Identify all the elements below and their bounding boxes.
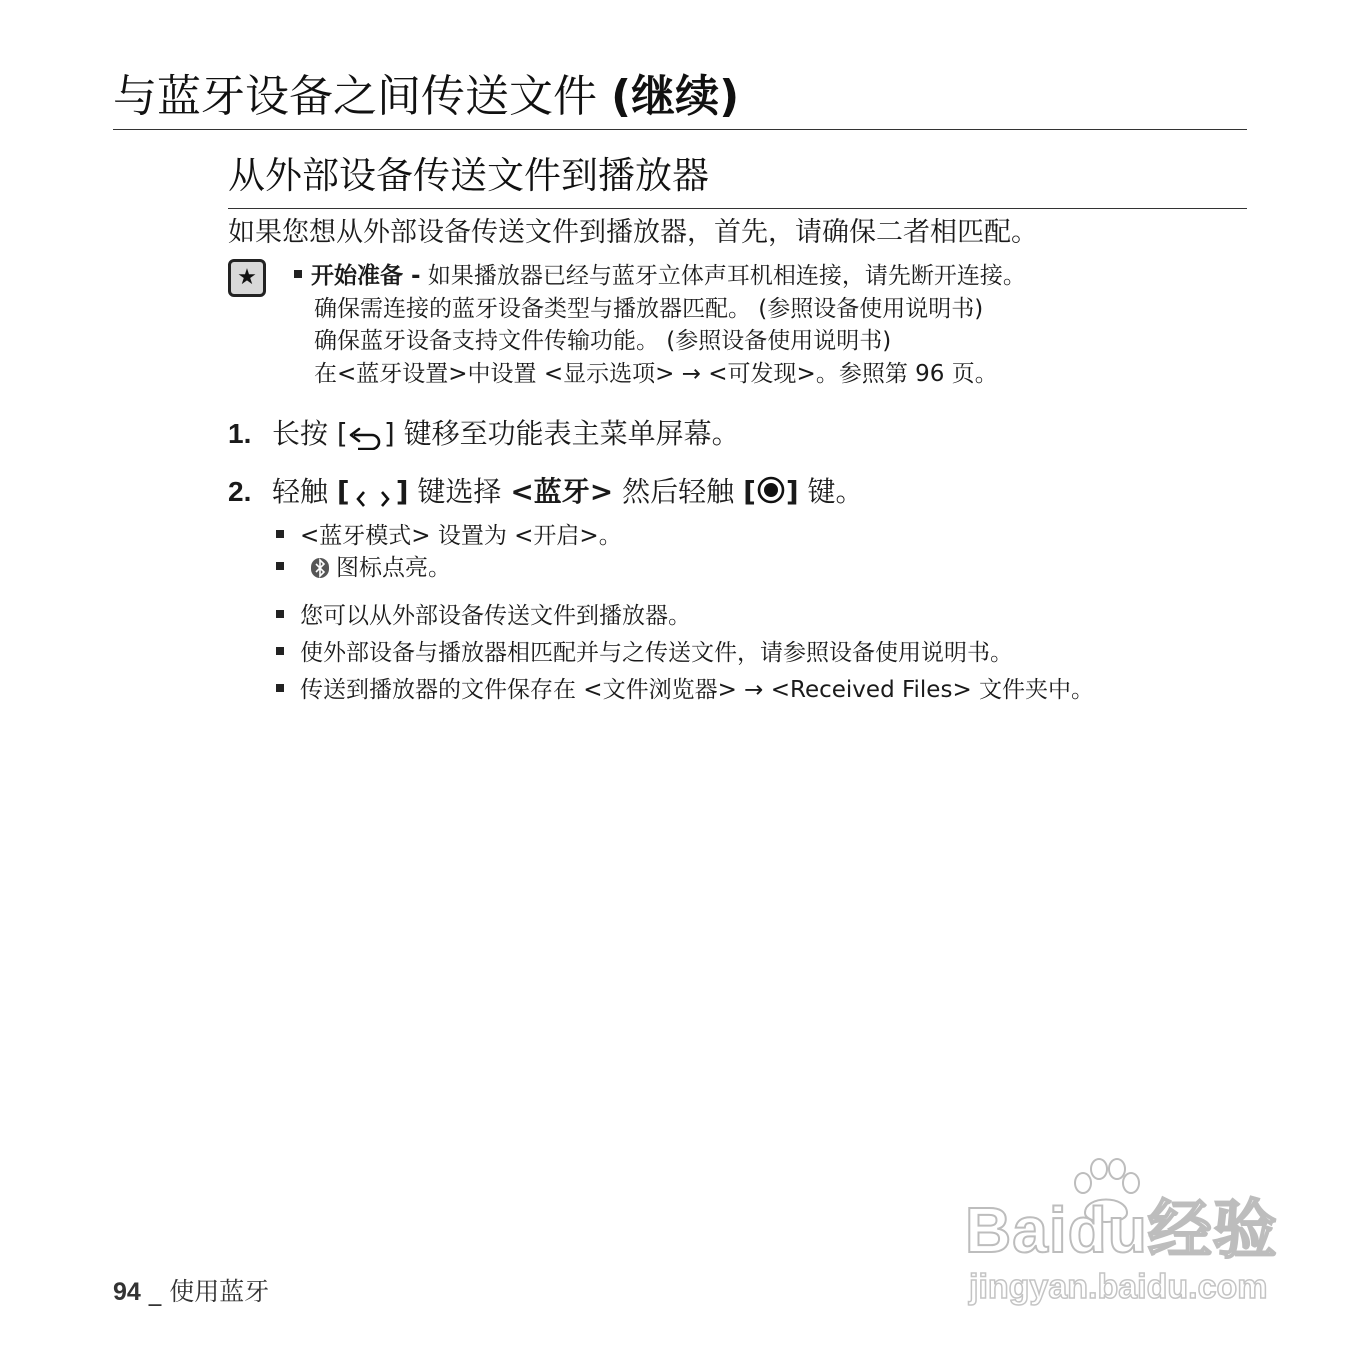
page-title <box>113 70 739 124</box>
note-line-3: 确保蓝牙设备支持文件传输功能。 (参照设备使用说明书) <box>314 328 892 354</box>
watermark-brand-du: du <box>1067 1194 1148 1266</box>
watermark-product: 经验 <box>1147 1194 1278 1268</box>
bullet-icon <box>294 270 302 278</box>
list-item-text: 您可以从外部设备传送文件到播放器。 <box>300 603 691 629</box>
bracket-close: ] <box>395 475 409 508</box>
list-item <box>276 552 622 584</box>
watermark-url: jingyan.baidu.com <box>969 1268 1268 1306</box>
title-divider <box>113 129 1247 130</box>
list-item-text: 图标点亮。 <box>336 555 451 581</box>
watermark-brand-bai: Bai <box>965 1194 1068 1266</box>
bullet-icon <box>276 530 284 538</box>
page-number: 94 <box>113 1278 141 1306</box>
bluetooth-icon <box>310 556 330 578</box>
list-item-text: 使外部设备与播放器相匹配并与之传送文件，请参照设备使用说明书。 <box>300 640 1013 666</box>
step-number: 2. <box>228 476 252 507</box>
footer-section: 使用蓝牙 <box>169 1277 270 1306</box>
step-1-post: ] 键移至功能表主菜单屏幕。 <box>383 417 740 450</box>
note-line-2: 确保需连接的蓝牙设备类型与播放器匹配。 (参照设备使用说明书) <box>314 295 984 322</box>
list-item-text: 传送到播放器的文件保存在 <文件浏览器> → <Received Files> 文件夹中。 <box>300 677 1095 703</box>
watermark-brand <box>965 1195 1278 1266</box>
select-bracket-close: ] <box>785 475 799 508</box>
note-line-4: 在<蓝牙设置>中设置 <显示选项> → <可发现>。参照第 96 页。 <box>314 360 998 387</box>
page-title-continued: (继续) <box>611 71 740 122</box>
step-2 <box>228 472 864 512</box>
note-lead: 开始准备 - <box>311 263 421 289</box>
star-note-icon <box>228 259 266 297</box>
step-1-pre: 长按 [ <box>272 417 348 450</box>
section-divider <box>228 208 1247 209</box>
step-number: 1. <box>228 418 252 449</box>
bullet-icon <box>276 647 284 655</box>
step-2-mid: 键选择 <box>408 475 511 508</box>
select-bracket-open: [ <box>743 475 756 508</box>
select-button-icon <box>756 475 786 505</box>
step-1 <box>228 414 740 454</box>
note-text-1: 如果播放器已经与蓝牙立体声耳机相连接，请先断开连接。 <box>420 263 1026 289</box>
page-footer <box>113 1275 269 1309</box>
page-title-text: 与蓝牙设备之间传送文件 <box>113 71 597 122</box>
bullet-icon <box>276 562 284 570</box>
back-arrow-icon <box>348 421 384 445</box>
bullet-icon <box>276 684 284 692</box>
section-heading: 从外部设备传送文件到播放器 <box>228 154 709 197</box>
additional-notes <box>276 598 1094 709</box>
step-2-pre: 轻触 <box>272 475 337 508</box>
list-item <box>276 672 1094 709</box>
step-2-mid2: 然后轻触 <box>613 475 744 508</box>
list-item <box>276 598 1094 635</box>
bluetooth-menu-label: <蓝牙> <box>510 475 614 508</box>
footer-separator: _ <box>140 1277 170 1306</box>
note-block <box>294 260 1026 390</box>
note-line-1 <box>294 260 1026 293</box>
step-2-end: 键。 <box>798 475 864 508</box>
list-item <box>276 635 1094 672</box>
bullet-icon <box>276 610 284 618</box>
star-icon: ★ <box>237 265 257 290</box>
intro-paragraph: 如果您想从外部设备传送文件到播放器，首先，请确保二者相匹配。 <box>228 217 1038 248</box>
baidu-jingyan-watermark <box>965 1155 1285 1315</box>
bracket-open: [ <box>336 475 350 508</box>
list-item <box>276 520 622 552</box>
step-2-results <box>276 520 622 584</box>
left-right-icon <box>350 479 396 503</box>
list-item-text: <蓝牙模式> 设置为 <开启>。 <box>300 523 622 549</box>
